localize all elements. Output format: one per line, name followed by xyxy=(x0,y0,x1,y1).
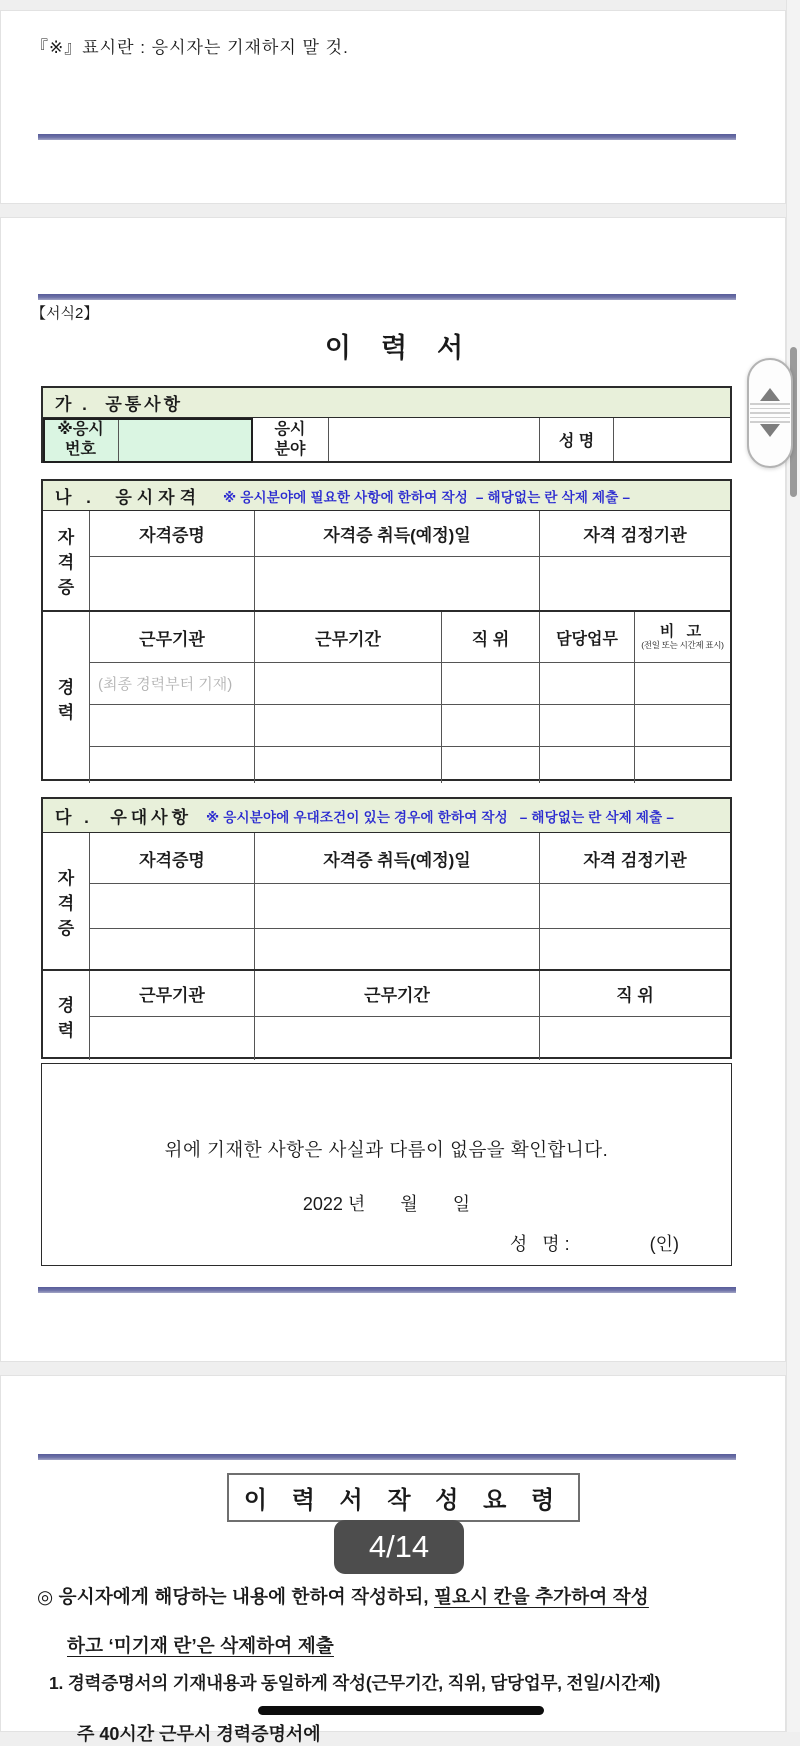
triangle-down-icon xyxy=(760,424,780,454)
guide-emphasis-1: 필요시 칸을 추가하여 작성 xyxy=(434,1586,649,1607)
empty-cell xyxy=(254,662,441,704)
signature-label: 성 명 : xyxy=(509,1234,570,1254)
empty-cell xyxy=(634,662,730,704)
section-c-heading: 다 . 우대사항 xyxy=(55,808,193,827)
col-header: 직 위 xyxy=(539,971,730,1016)
empty-cell xyxy=(254,746,441,783)
empty-cell xyxy=(254,928,539,969)
col-header: 자격증명 xyxy=(89,511,254,556)
empty-cell xyxy=(254,1016,539,1060)
empty-cell xyxy=(89,883,254,928)
section-c-note: ※ 응시분야에 우대조건이 있는 경우에 한하여 작성 – 해당없는 란 삭제 제출 – xyxy=(206,809,675,825)
guide-paragraph xyxy=(37,1583,757,1609)
cert-vertical-label: 자 격 증 xyxy=(57,528,75,597)
empty-cell xyxy=(254,704,441,746)
exam-number-field xyxy=(118,418,251,461)
empty-cell xyxy=(89,704,254,746)
divider-line xyxy=(38,294,736,300)
empty-cell xyxy=(89,928,254,969)
empty-cell xyxy=(539,883,730,928)
col-header: 담당업무 xyxy=(539,612,634,662)
col-header-remark: 비 고 (전일 또는 시간제 표시) xyxy=(634,612,730,662)
col-header: 자격증명 xyxy=(89,833,254,883)
cert-subtable xyxy=(43,833,730,969)
col-header: 직 위 xyxy=(441,612,539,662)
cert-vertical-label: 자 격 증 xyxy=(57,868,75,938)
exam-number-label: ※응시 번호 xyxy=(43,418,118,461)
col-header: 자격증 취득(예정)일 xyxy=(254,833,539,883)
home-indicator-bar[interactable] xyxy=(258,1706,544,1715)
empty-cell xyxy=(89,556,254,610)
table-preferences xyxy=(41,797,732,1059)
col-header: 근무기간 xyxy=(254,971,539,1016)
form-tag: 【서식2】 xyxy=(31,305,99,322)
table-qualifications xyxy=(41,479,732,781)
declaration-date: 2022 년 월 일 xyxy=(302,1194,471,1214)
page-indicator: 4/14 xyxy=(334,1520,464,1574)
guide-emphasis-2: 하고 ‘미기재 란’은 삭제하여 제출 xyxy=(67,1635,334,1656)
empty-cell xyxy=(539,928,730,969)
divider-line xyxy=(38,134,736,140)
scroll-capsule-widget xyxy=(747,358,793,468)
apply-field-input xyxy=(328,418,539,461)
career-placeholder-cell: (최종 경력부터 기재) xyxy=(89,662,254,704)
scroll-up-button[interactable] xyxy=(760,371,780,389)
guide-item-1-continued: 주 40시간 근무시 경력증명서에 xyxy=(77,1724,321,1744)
career-subtable xyxy=(43,610,730,783)
scrollbar-track[interactable] xyxy=(786,0,800,1732)
empty-cell xyxy=(441,746,539,783)
empty-cell xyxy=(634,704,730,746)
divider-line xyxy=(38,1454,736,1460)
section-b-heading: 나 . 응시자격 xyxy=(55,488,202,507)
empty-cell xyxy=(254,556,539,610)
section-b-note: ※ 응시분야에 필요한 사항에 한하여 작성 – 해당없는 란 삭제 제출 – xyxy=(223,489,631,505)
empty-cell xyxy=(441,704,539,746)
empty-cell xyxy=(539,556,730,610)
table-common-info xyxy=(41,386,732,463)
empty-cell xyxy=(634,746,730,783)
col-header: 근무기간 xyxy=(254,612,441,662)
declaration-box xyxy=(41,1063,732,1266)
career-vertical-label: 경 력 xyxy=(57,677,75,722)
document-page-1 xyxy=(0,10,786,204)
seal-mark: (인) xyxy=(649,1234,679,1254)
col-header: 자격 검정기관 xyxy=(539,511,730,556)
empty-cell xyxy=(89,1016,254,1060)
divider-line xyxy=(38,1287,736,1293)
empty-cell xyxy=(441,662,539,704)
document-title: 이 력 서 xyxy=(324,333,464,363)
scroll-drag-handle[interactable] xyxy=(749,403,791,423)
career-subtable xyxy=(43,969,730,1060)
declaration-statement: 위에 기재한 사항은 사실과 다름이 없음을 확인합니다. xyxy=(164,1139,609,1160)
cert-subtable xyxy=(43,511,730,610)
empty-cell xyxy=(539,1016,730,1060)
col-header: 자격증 취득(예정)일 xyxy=(254,511,539,556)
col-header: 자격 검정기관 xyxy=(539,833,730,883)
triangle-up-icon xyxy=(760,371,780,401)
name-input xyxy=(613,418,730,461)
empty-cell xyxy=(539,704,634,746)
guidelines-title: 이 력 서 작 성 요 령 xyxy=(227,1473,580,1522)
career-vertical-label: 경 력 xyxy=(57,995,75,1040)
empty-cell xyxy=(539,662,634,704)
scroll-down-button[interactable] xyxy=(760,437,780,455)
section-a-heading: 가 . 공통사항 xyxy=(55,395,184,414)
document-page-2 xyxy=(0,217,786,1362)
guide-item-1: 1. 경력증명서의 기재내용과 동일하게 작성(근무기간, 직위, 담당업무, 전일/시간제) xyxy=(49,1673,661,1693)
empty-cell xyxy=(254,883,539,928)
empty-cell xyxy=(89,746,254,783)
page1-note: 『※』표시란 : 응시자는 기재하지 말 것. xyxy=(31,38,349,57)
guide-prefix: ◎ 응시자에게 해당하는 내용에 한하여 작성하되, xyxy=(37,1586,435,1607)
apply-field-label: 응시 분야 xyxy=(251,418,328,461)
name-label: 성 명 xyxy=(539,418,613,461)
col-header: 근무기관 xyxy=(89,612,254,662)
empty-cell xyxy=(539,746,634,783)
col-header: 근무기관 xyxy=(89,971,254,1016)
